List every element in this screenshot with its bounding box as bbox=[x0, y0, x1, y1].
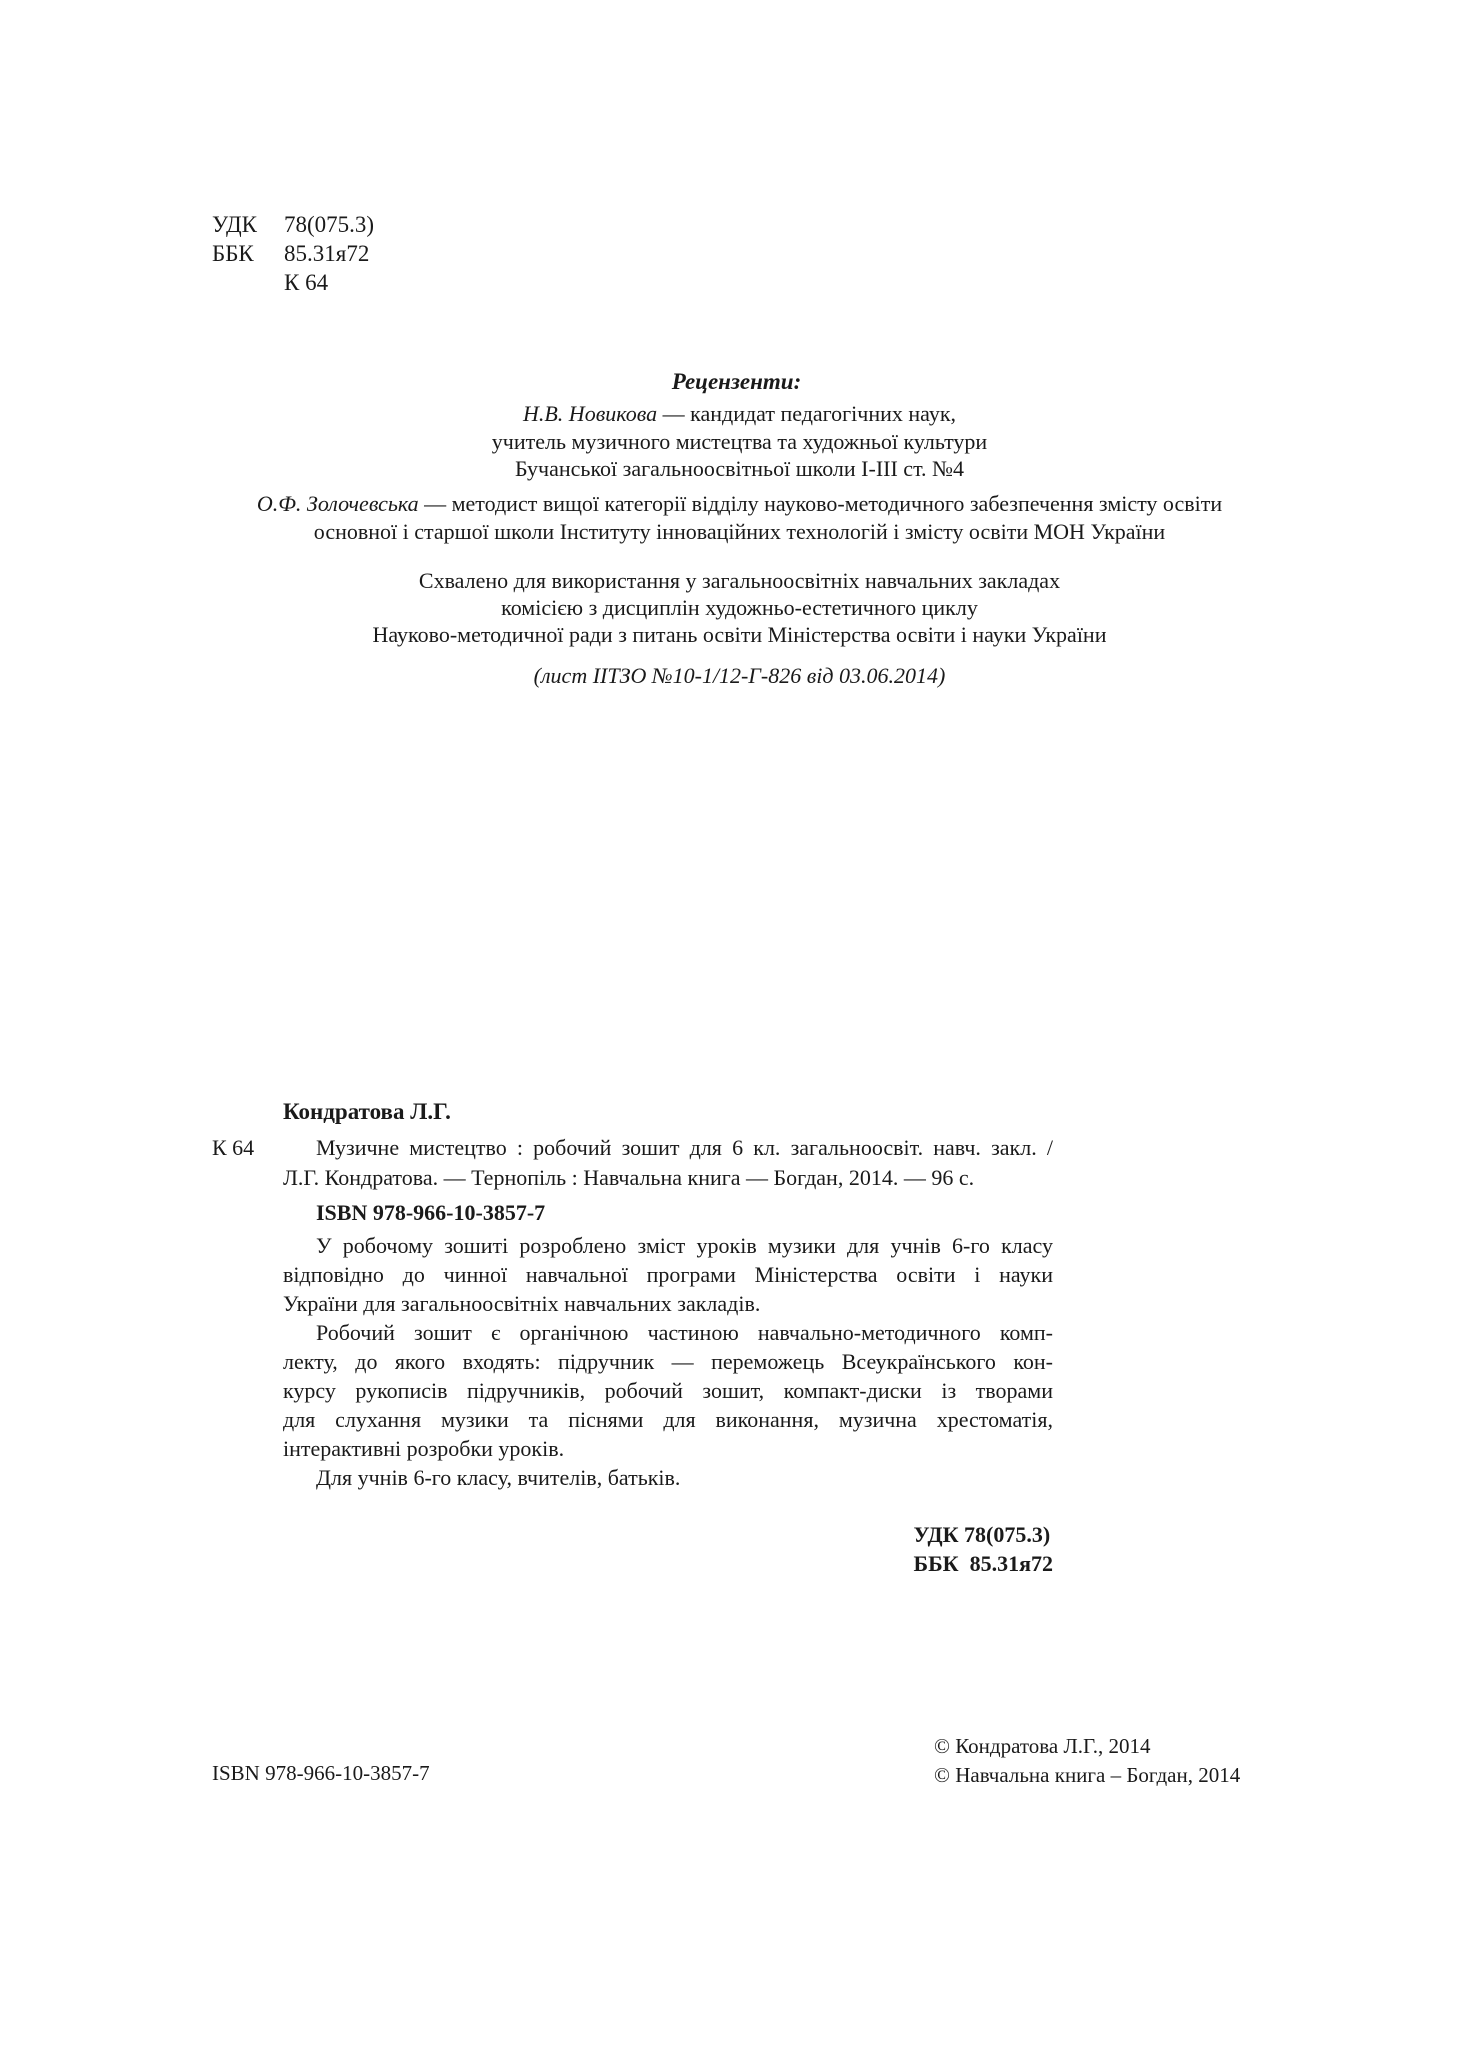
approval-letter: (лист ІІТЗО №10-1/12-Г-826 від 03.06.2014) bbox=[533, 663, 946, 688]
card-udk: УДК 78(075.3) bbox=[913, 1522, 1051, 1547]
udk-label: УДК bbox=[212, 212, 257, 237]
reviewers-heading-text: Рецензенти: bbox=[671, 369, 802, 394]
udk-row bbox=[212, 210, 374, 239]
abstract-line: Для учнів 6-го класу, вчителів, батьків. bbox=[316, 1465, 681, 1490]
copyright-publisher: © Навчальна книга – Богдан, 2014 bbox=[934, 1763, 1241, 1787]
approval-line2: комісією з дисциплін художньо-естетичного циклу bbox=[501, 595, 978, 620]
reviewer1-name: Н.В. Новикова bbox=[522, 401, 658, 426]
classification-block bbox=[212, 210, 374, 297]
reviewer2-name: О.Ф. Золочевська bbox=[256, 491, 419, 516]
abstract-line: Робочий зошит є органічною частиною навчально-методичного комп- bbox=[316, 1320, 1053, 1345]
reviewer2-line1 bbox=[0, 490, 1479, 518]
reviewer2-title: — методист вищої категорії відділу науково-методичного забезпечення змісту освіти bbox=[418, 491, 1223, 516]
udk-value: 78(075.3) bbox=[284, 212, 375, 237]
card-isbn: ISBN 978-966-10-3857-7 bbox=[316, 1200, 546, 1225]
reviewer1-line1 bbox=[0, 400, 1479, 428]
reviewer2-line2: основної і старшої школи Інституту інноваційних технологій і змісту освіти МОН України bbox=[313, 519, 1166, 544]
approval-line1: Схвалено для використання у загальноосвітніх навчальних закладах bbox=[418, 568, 1061, 593]
card-code: К 64 bbox=[212, 1135, 255, 1160]
bbk-label: ББК bbox=[212, 241, 254, 266]
copyright-block bbox=[934, 1732, 1240, 1790]
card-title-line2: Л.Г. Кондратова. — Тернопіль : Навчальна книга — Богдан, 2014. — 96 с. bbox=[283, 1165, 975, 1190]
reviewer1-title: — кандидат педагогічних наук, bbox=[657, 401, 957, 426]
reviewer1-line3: Бучанської загальноосвітньої школи І-ІІІ ст. №4 bbox=[514, 456, 965, 481]
card-title-line1: Музичне мистецтво : робочий зошит для 6 кл. загальноосвіт. навч. закл. / bbox=[316, 1135, 1053, 1160]
reviewers-heading bbox=[0, 368, 1479, 397]
author-mark: К 64 bbox=[284, 270, 329, 295]
card-author: Кондратова Л.Г. bbox=[283, 1099, 451, 1124]
abstract-line: відповідно до чинної навчальної програми Міністерства освіти і науки bbox=[283, 1262, 1053, 1287]
abstract-line: інтерактивні розробки уроків. bbox=[283, 1436, 565, 1461]
bbk-value: 85.31я72 bbox=[284, 241, 370, 266]
abstract-line: України для загальноосвітніх навчальних закладів. bbox=[283, 1291, 761, 1316]
abstract-line: для слухання музики та піснями для виконання, музична хрестоматія, bbox=[283, 1407, 1053, 1432]
abstract-line: курсу рукописів підручників, робочий зошит, компакт-диски із творами bbox=[283, 1378, 1053, 1403]
abstract-line: У робочому зошиті розроблено зміст уроків музики для учнів 6-го класу bbox=[316, 1233, 1053, 1258]
reviewer1-line2: учитель музичного мистецтва та художньої культури bbox=[491, 429, 988, 454]
card-classification bbox=[914, 1520, 1053, 1578]
copyright-author: © Кондратова Л.Г., 2014 bbox=[934, 1734, 1151, 1758]
abstract-line: лекту, до якого входять: підручник — переможець Всеукраїнського кон- bbox=[283, 1349, 1053, 1374]
bbk-row bbox=[212, 239, 374, 268]
approval-line3: Науково-методичної ради з питань освіти Міністерства освіти і науки України bbox=[372, 622, 1107, 647]
card-bbk: ББК 85.31я72 bbox=[913, 1551, 1053, 1576]
footer-isbn: ISBN 978-966-10-3857-7 bbox=[212, 1761, 430, 1785]
